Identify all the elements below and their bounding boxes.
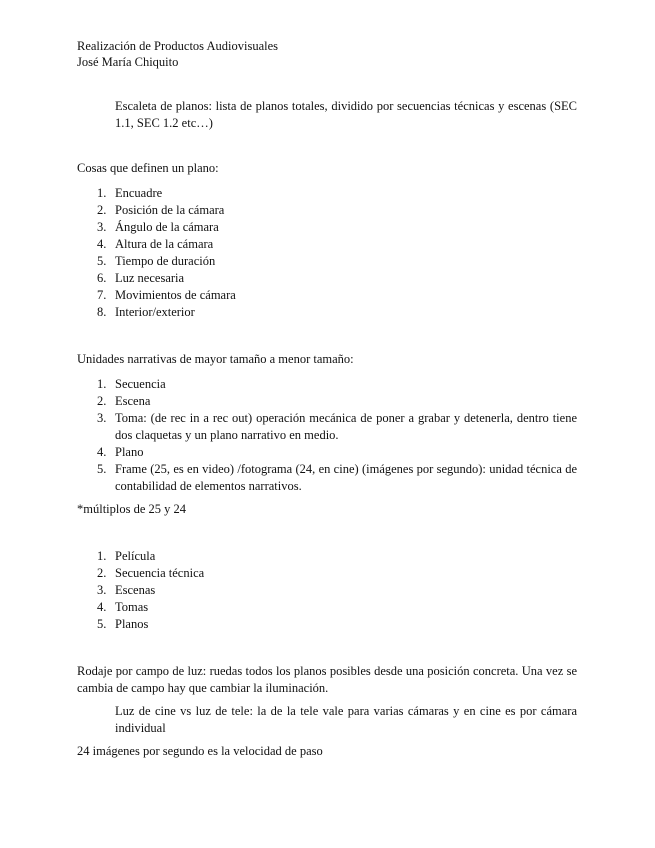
rodaje-paragraph: Rodaje por campo de luz: ruedas todos los planos posibles desde una posición concreta. Una vez se cambia de campo hay que cambiar la iluminación. — [77, 664, 577, 695]
velocidad-paragraph: 24 imágenes por segundo es la velocidad de paso — [77, 744, 323, 758]
list-item: 1. Secuencia — [97, 377, 166, 391]
list-item: 2. Secuencia técnica — [97, 566, 205, 580]
list-item: 3. Toma: (de rec in a rec out) operación mecánica de poner a grabar y detenerla, dentro tiene dos claquetas y un plano narrativo en medio. — [97, 411, 577, 442]
list-item: 8. Interior/exterior — [97, 305, 195, 319]
plano-heading: Cosas que definen un plano: — [77, 161, 219, 175]
list-item: 3. Escenas — [97, 583, 156, 597]
list-item: 4. Tomas — [97, 600, 149, 614]
list-item: 5. Tiempo de duración — [97, 254, 216, 268]
list-item: 4. Plano — [97, 445, 144, 459]
multiplos-note: *múltiplos de 25 y 24 — [77, 502, 187, 516]
list-item: 5. Planos — [97, 617, 149, 631]
luz-paragraph: Luz de cine vs luz de tele: la de la tele vale para varias cámaras y en cine es por cámara individual — [115, 704, 577, 735]
list-item: 1. Encuadre — [97, 186, 163, 200]
unidades-list — [77, 376, 577, 495]
course-title: Realización de Productos Audiovisuales — [77, 39, 279, 53]
document-page — [77, 38, 577, 760]
escaleta-paragraph: Escaleta de planos: lista de planos totales, dividido por secuencias técnicas y escenas (SEC 1.1, SEC 1.2 etc…) — [115, 99, 577, 130]
list-item: 2. Posición de la cámara — [97, 203, 225, 217]
list-item: 6. Luz necesaria — [97, 271, 185, 285]
plano-list — [77, 185, 577, 321]
list-item: 1. Película — [97, 549, 156, 563]
jerarquia-list — [77, 548, 577, 633]
unidades-heading: Unidades narrativas de mayor tamaño a menor tamaño: — [77, 352, 354, 366]
list-item: 7. Movimientos de cámara — [97, 288, 236, 302]
list-item: 4. Altura de la cámara — [97, 237, 214, 251]
list-item: 3. Ángulo de la cámara — [97, 220, 219, 234]
list-item: 2. Escena — [97, 394, 151, 408]
list-item: 5. Frame (25, es en video) /fotograma (24, en cine) (imágenes por segundo): unidad técnica de contabilidad de elementos narrativos. — [97, 462, 577, 493]
author-name: José María Chiquito — [77, 55, 179, 69]
